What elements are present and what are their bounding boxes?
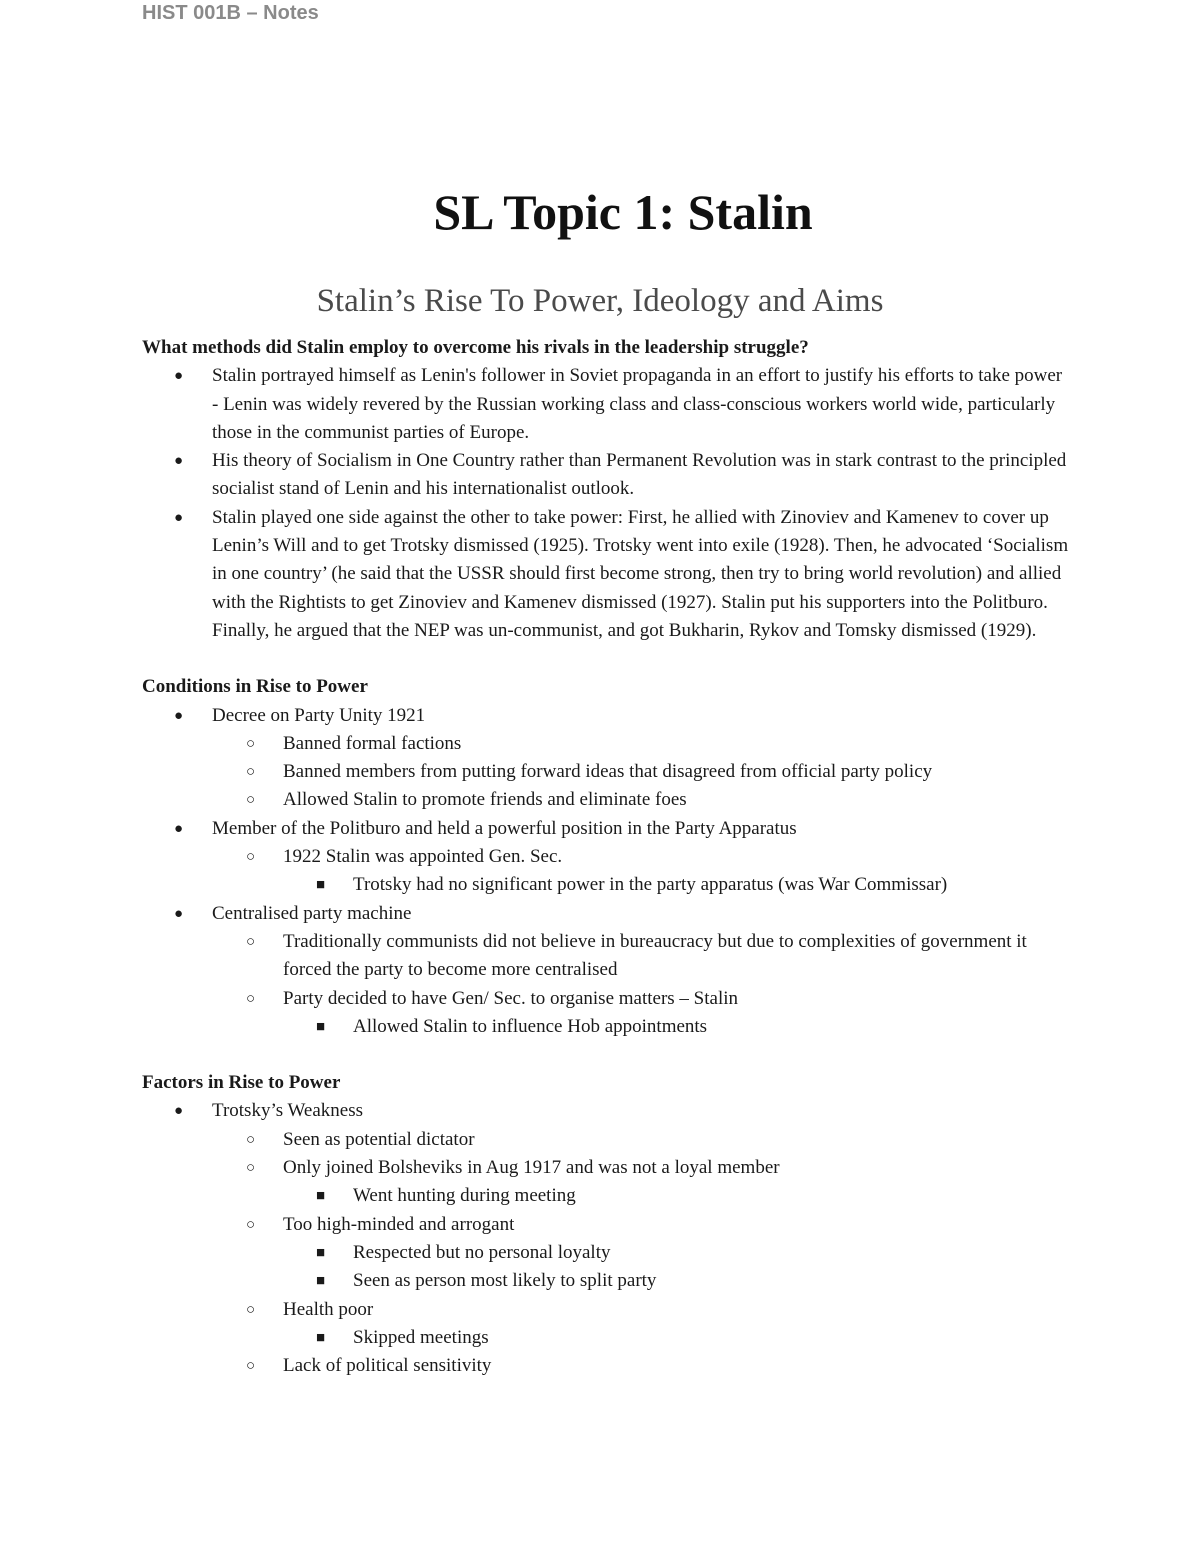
list-item-text: Centralised party machine — [212, 902, 412, 924]
list-item-text: Stalin played one side against the other to take power: First, he allied with Zinoviev and Kamenev to cover up Lenin’s Will and to get Trotsky dismissed (1925). Trotsky went into exile (1928). Then, he advocated ‘Socialism in one country’ (he said that the USSR should first become strong, then try to bring world revolution) and allied with the Rightists to get Zinoviev and Kamenev dismissed (1927). Stalin put his supporters into the Politburo. Finally, he argued that the NEP was un-communist, and got Bukharin, Rykov and Tomsky dismissed (1929). — [212, 506, 1069, 641]
page-subtitle: Stalin’s Rise To Power, Ideology and Aims — [316, 283, 884, 319]
hollow-circle-bullet-icon: ○ — [246, 735, 256, 752]
list-item — [142, 843, 1072, 871]
hollow-circle-bullet-icon: ○ — [246, 1160, 256, 1177]
list-item-text: Member of the Politburo and held a powerful position in the Party Apparatus — [212, 817, 797, 839]
notes-body — [142, 334, 1072, 1380]
section-heading: Conditions in Rise to Power — [142, 676, 368, 698]
square-bullet-icon: ■ — [316, 1244, 326, 1261]
list-item — [142, 702, 1072, 730]
hollow-circle-bullet-icon: ○ — [246, 1216, 256, 1233]
list-item — [142, 758, 1072, 786]
square-bullet-icon: ■ — [316, 877, 326, 894]
list-item-text: Allowed Stalin to influence Hob appointments — [353, 1015, 708, 1037]
list-item — [142, 730, 1072, 758]
list-item-text: Respected but no personal loyalty — [353, 1241, 611, 1263]
list-item — [142, 928, 1072, 985]
square-bullet-icon: ■ — [316, 1329, 326, 1346]
section-heading: Factors in Rise to Power — [142, 1072, 341, 1094]
page-header: HIST 001B – Notes — [142, 2, 319, 24]
hollow-circle-bullet-icon: ○ — [246, 1301, 256, 1318]
list-item-text: His theory of Socialism in One Country rather than Permanent Revolution was in stark contrast to the principled socialist stand of Lenin and his internationalist outlook. — [212, 450, 1067, 500]
list-item — [142, 1296, 1072, 1324]
hollow-circle-bullet-icon: ○ — [246, 933, 256, 950]
section-spacer — [142, 645, 1072, 673]
list-item-text: Went hunting during meeting — [353, 1185, 576, 1207]
list-item — [142, 447, 1072, 504]
list-item — [142, 1013, 1072, 1041]
list-item — [142, 871, 1072, 899]
hollow-circle-bullet-icon: ○ — [246, 764, 256, 781]
list-item-text: Stalin portrayed himself as Lenin's follower in Soviet propaganda in an effort to justify his efforts to take power - Lenin was widely revered by the Russian working class and class-conscious workers world wide, particularly those in the communist parties of Europe. — [212, 365, 1063, 443]
filled-circle-bullet-icon: ● — [174, 905, 184, 922]
list-item-text: Banned members from putting forward ideas that disagreed from official party policy — [283, 761, 933, 783]
hollow-circle-bullet-icon: ○ — [246, 849, 256, 866]
square-bullet-icon: ■ — [316, 1018, 326, 1035]
hollow-circle-bullet-icon: ○ — [246, 792, 256, 809]
list-item-text: 1922 Stalin was appointed Gen. Sec. — [283, 846, 563, 868]
list-item-text: Too high-minded and arrogant — [283, 1213, 515, 1235]
list-item — [142, 504, 1072, 645]
list-item-text: Allowed Stalin to promote friends and eliminate foes — [283, 789, 687, 811]
list-item — [142, 1126, 1072, 1154]
list-item-text: Only joined Bolsheviks in Aug 1917 and was not a loyal member — [283, 1157, 780, 1179]
list-item — [142, 1324, 1072, 1352]
bullet-list — [142, 362, 1072, 645]
section-conditions — [142, 673, 1072, 1041]
list-item — [142, 1239, 1072, 1267]
page-title: SL Topic 1: Stalin — [433, 184, 813, 240]
filled-circle-bullet-icon: ● — [174, 368, 184, 385]
list-item-text: Seen as potential dictator — [283, 1128, 475, 1150]
list-item-text: Health poor — [283, 1298, 374, 1320]
list-item-text: Banned formal factions — [283, 732, 462, 754]
list-item-text: Trotsky had no significant power in the party apparatus (was War Commissar) — [353, 874, 948, 896]
section-factors — [142, 1069, 1072, 1380]
list-item — [142, 1154, 1072, 1182]
section-spacer — [142, 1041, 1072, 1069]
list-item — [142, 985, 1072, 1013]
list-item — [142, 900, 1072, 928]
list-item-text: Seen as person most likely to split party — [353, 1270, 657, 1292]
section-heading: What methods did Stalin employ to overcome his rivals in the leadership struggle? — [142, 337, 809, 358]
filled-circle-bullet-icon: ● — [174, 453, 184, 470]
list-item — [142, 1211, 1072, 1239]
list-item — [142, 362, 1072, 447]
bullet-list — [142, 702, 1072, 1042]
list-item-text: Skipped meetings — [353, 1326, 489, 1348]
list-item — [142, 1097, 1072, 1125]
hollow-circle-bullet-icon: ○ — [246, 1358, 256, 1375]
list-item-text: Trotsky’s Weakness — [212, 1100, 364, 1122]
list-item-text: Lack of political sensitivity — [283, 1355, 492, 1377]
list-item — [142, 815, 1072, 843]
list-item — [142, 1267, 1072, 1295]
list-item-text: Traditionally communists did not believe in bureaucracy but due to complexities of government it forced the party to become more centralised — [283, 930, 1027, 981]
hollow-circle-bullet-icon: ○ — [246, 990, 256, 1007]
list-item — [142, 786, 1072, 814]
list-item-text: Decree on Party Unity 1921 — [212, 704, 426, 726]
filled-circle-bullet-icon: ● — [174, 820, 184, 837]
filled-circle-bullet-icon: ● — [174, 1103, 184, 1120]
list-item-text: Party decided to have Gen/ Sec. to organise matters – Stalin — [283, 987, 739, 1009]
filled-circle-bullet-icon: ● — [174, 707, 184, 724]
filled-circle-bullet-icon: ● — [174, 509, 184, 526]
square-bullet-icon: ■ — [316, 1273, 326, 1290]
square-bullet-icon: ■ — [316, 1188, 326, 1205]
list-item — [142, 1352, 1072, 1380]
hollow-circle-bullet-icon: ○ — [246, 1131, 256, 1148]
list-item — [142, 1182, 1072, 1210]
bullet-list — [142, 1097, 1072, 1380]
section-methods — [142, 334, 1072, 645]
